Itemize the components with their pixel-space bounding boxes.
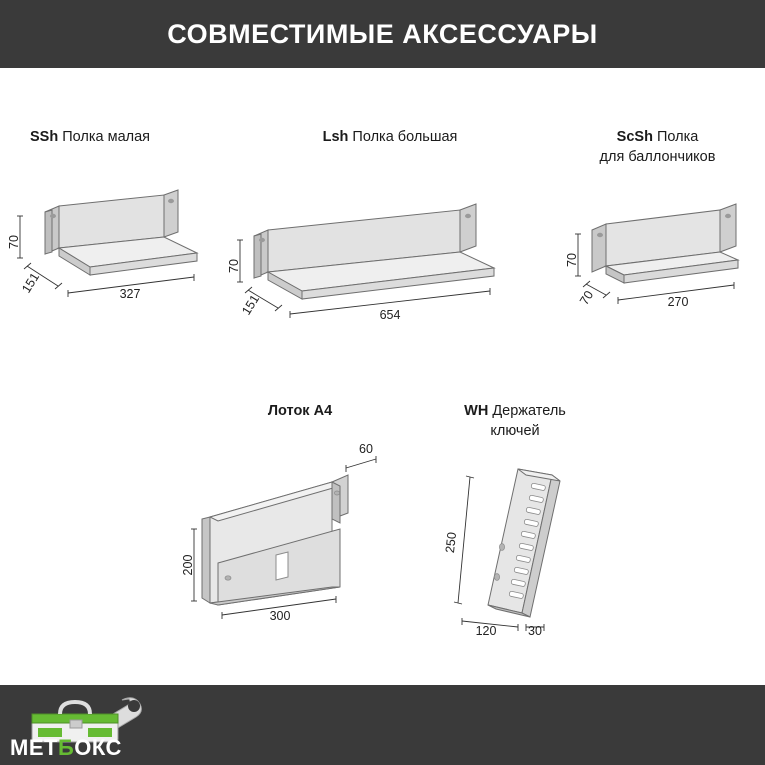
item-lsh-code: Lsh xyxy=(322,129,349,145)
item-ssh-dim-depth: 151 xyxy=(19,270,43,296)
item-lsh-dim-height: 70 xyxy=(227,259,241,273)
item-wh-drawing xyxy=(440,455,620,638)
item-lotok-dim-width: 300 xyxy=(269,609,291,623)
item-ssh-name: Полка малая xyxy=(62,129,151,145)
item-lsh-dim-depth: 151 xyxy=(239,292,263,318)
item-lsh xyxy=(240,128,540,148)
item-wh xyxy=(415,402,615,441)
item-lsh-dim-width: 654 xyxy=(379,308,401,322)
item-wh-dim-height: 250 xyxy=(442,531,460,554)
item-lsh-drawing xyxy=(227,190,532,322)
item-ssh-dim-width: 327 xyxy=(119,287,141,301)
item-wh-dim-depth: 30 xyxy=(528,624,542,638)
item-lotok-drawing xyxy=(180,442,410,630)
item-lotok xyxy=(185,402,415,422)
item-ssh-dim-height: 70 xyxy=(7,235,21,249)
item-ssh-code: SSh xyxy=(30,129,59,145)
item-lsh-title xyxy=(240,128,540,148)
item-scsh-dim-height: 70 xyxy=(565,253,579,267)
item-wh-title xyxy=(415,402,615,441)
item-scsh-name: Полка xyxy=(656,129,699,145)
item-scsh-dim-width: 270 xyxy=(667,295,689,309)
item-ssh-drawing xyxy=(7,190,242,320)
item-scsh-drawing xyxy=(565,190,765,320)
item-wh-name: Держатель xyxy=(492,403,566,419)
item-scsh-dim-depth: 70 xyxy=(576,288,597,308)
brand-name xyxy=(10,735,122,761)
item-lotok-dim-height: 200 xyxy=(181,554,195,576)
brand-logo xyxy=(10,692,184,760)
item-lotok-dim-depth: 60 xyxy=(359,442,373,456)
item-wh-dim-width: 120 xyxy=(475,624,497,638)
brand-name-prefix: МЕТ xyxy=(10,735,58,760)
item-lsh-name: Полка большая xyxy=(352,129,458,145)
item-scsh-title xyxy=(560,128,755,167)
item-lotok-name: A4 xyxy=(313,403,333,419)
brand-name-accent: Б xyxy=(57,735,75,760)
item-lotok-title xyxy=(185,402,415,422)
page-title: СОВМЕСТИМЫЕ АКСЕССУАРЫ xyxy=(167,18,598,49)
brand-name-suffix: ОКС xyxy=(74,735,122,760)
item-scsh xyxy=(560,128,755,167)
header-bar xyxy=(0,0,765,68)
item-wh-name2: ключей xyxy=(490,422,540,439)
item-lotok-code: Лоток xyxy=(267,403,310,419)
item-wh-code: WH xyxy=(464,403,489,419)
item-scsh-name2: для баллончиков xyxy=(599,148,716,165)
item-scsh-code: ScSh xyxy=(616,129,653,145)
footer-bar xyxy=(0,685,765,765)
